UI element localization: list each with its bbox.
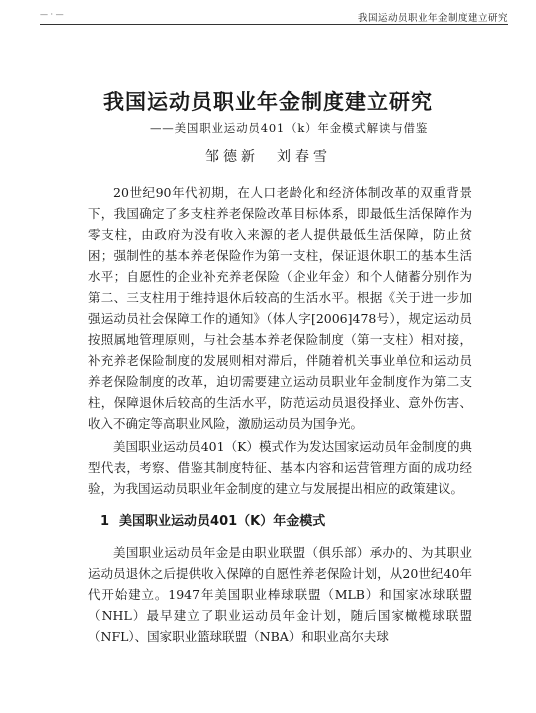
intro-paragraph-2: 美国职业运动员401（K）模式作为发达国家运动员年金制度的典型代表，考察、借鉴其制度特征、基本内容和运营管理方面的成功经验，为我国运动员职业年金制度的建立与发展提出相应的政策建议。 xyxy=(88,439,472,496)
paper-subtitle: ——美国职业运动员401（k）年金模式解读与借鉴 xyxy=(150,121,429,135)
section-paragraph-1: 美国职业运动员年金是由职业联盟（俱乐部）承办的、为其职业运动员退休之后提供收入保障的自愿性养老保险计划，从20世纪40年代开始建立。1947年美国职业棒球联盟（MLB）和国家冰球联盟（NHL）最早建立了职业运动员年金计划，随后国家橄榄球联盟（NFL）、国家职业篮球联盟（NBA）和职业高尔夫球 xyxy=(88,545,472,644)
section-title: 美国职业运动员401（K）年金模式 xyxy=(119,514,326,529)
paper-authors: 邹德新 刘春雪 xyxy=(205,149,331,165)
running-head-mark: — · — xyxy=(40,10,64,19)
article-body xyxy=(88,182,472,649)
running-head xyxy=(40,8,508,25)
intro-paragraph-1: 20世纪90年代初期，在人口老龄化和经济体制改革的双重背景下，我国确定了多支柱养老保险改革目标体系，即最低生活保障作为零支柱，由政府为没有收入来源的老人提供最低生活保障，防止贫困；强制性的基本养老保险作为第一支柱，保证退休职工的基本生活水平；自愿性的企业补充养老保险（企业年金）和个人储蓄分别作为第二、三支柱用于维持退休后较高的生活水平。根据《关于进一步加强运动员社会保障工作的通知》（体人字[2006]478号），规定运动员按照属地管理原则，与社会基本养老保险制度（第一支柱）相对接，补充养老保险制度的发展则相对滞后，伴随着机关事业单位和运动员养老保险制度的改革，迫切需要建立运动员职业年金制度作为第二支柱，保障退休后较高的生活水平，防范运动员退役择业、意外伤害、收入不确定等高职业风险，激励运动员为国争光。 xyxy=(88,185,472,431)
section-number: 1 xyxy=(100,514,110,529)
running-head-title: 我国运动员职业年金制度建立研究 xyxy=(357,13,508,24)
section-heading xyxy=(88,511,472,532)
paper-title: 我国运动员职业年金制度建立研究 xyxy=(103,90,433,114)
